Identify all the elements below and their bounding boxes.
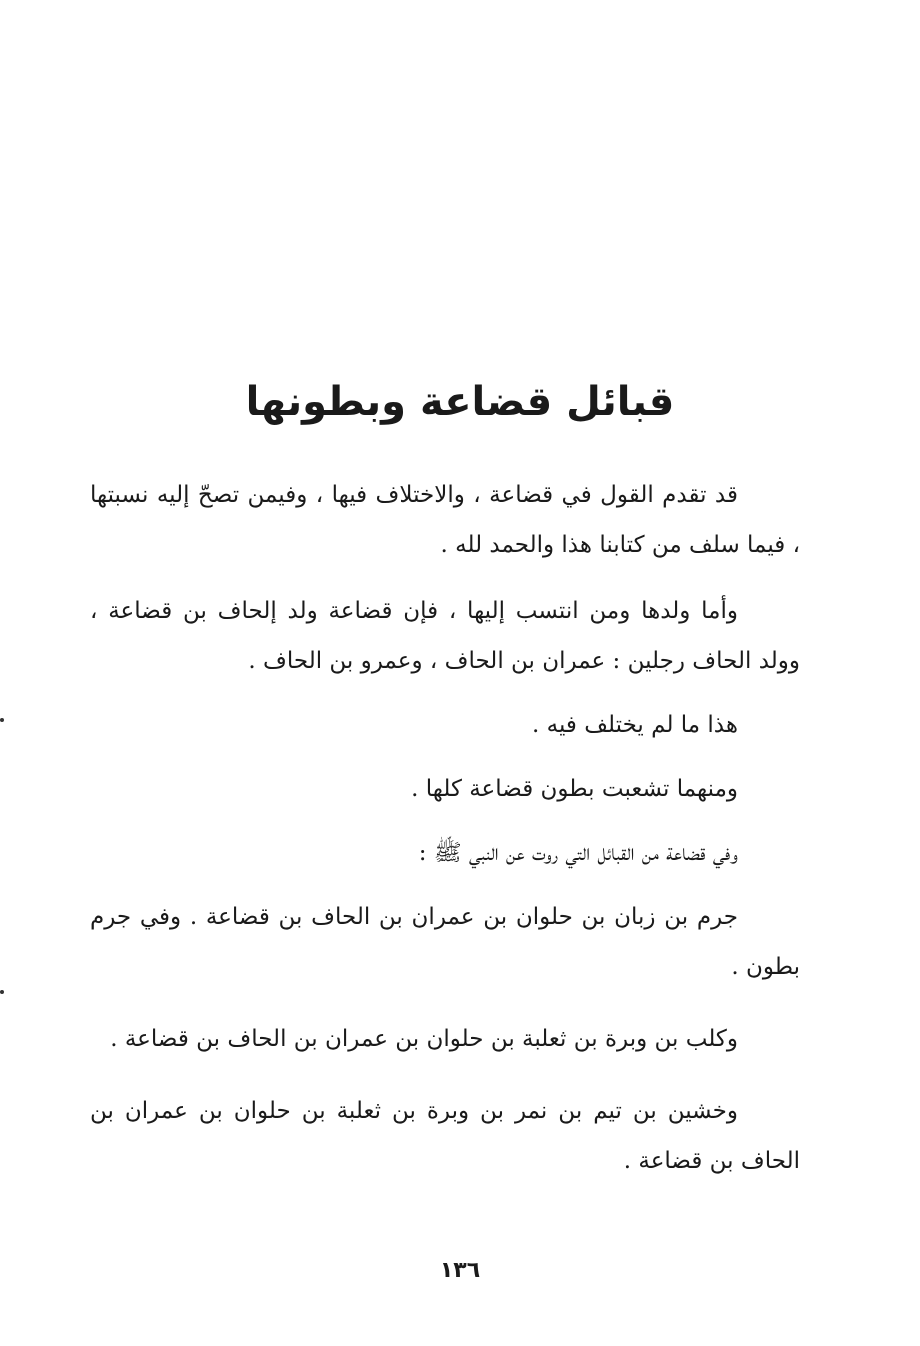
chapter-title: قبائل قضاعة وبطونها <box>245 379 675 425</box>
scan-speck <box>0 990 4 994</box>
page-body <box>90 470 800 1186</box>
paragraph: وفي قضاعة من القبائل التي روت عن النبي ﷺ : <box>418 840 738 866</box>
page-number: ١٣٦ <box>439 1258 481 1283</box>
paragraph: وأما ولدها ومن انتسب إليها ، فإن قضاعة ولد إلحاف بن قضاعة ، وولد الحاف رجلين : عمران بن الحاف ، وعمرو بن الحاف . <box>90 598 800 674</box>
paragraph: ومنهما تشعبت بطون قضاعة كلها . <box>411 776 738 802</box>
paragraph: جرم بن زبان بن حلوان بن عمران بن الحاف بن قضاعة . وفي جرم بطون . <box>90 904 800 980</box>
scan-speck <box>0 718 4 722</box>
paragraph: وكلب بن وبرة بن ثعلبة بن حلوان بن عمران بن الحاف بن قضاعة . <box>110 1026 738 1052</box>
paragraph: وخشين بن تيم بن نمر بن وبرة بن ثعلبة بن حلوان بن عمران بن الحاف بن قضاعة . <box>90 1098 800 1174</box>
paragraph: قد تقدم القول في قضاعة ، والاختلاف فيها ، وفيمن تصحّ إليه نسبتها ، فيما سلف من كتابنا هذا والحمد لله . <box>90 482 800 558</box>
paragraph: هذا ما لم يختلف فيه . <box>532 712 738 738</box>
